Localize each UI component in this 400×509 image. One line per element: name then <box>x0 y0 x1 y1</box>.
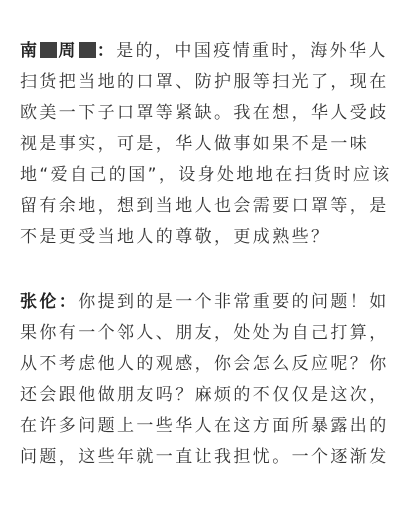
text-line: 在许多问题上一些华人在这方面所暴露出的 <box>20 416 389 436</box>
text-line: 不是更受当地人的尊敬，更成熟些？ <box>20 227 331 247</box>
article-body <box>20 36 392 473</box>
text-line <box>20 36 392 67</box>
speaker-name-part: 周 <box>58 41 78 61</box>
redaction-block <box>79 42 96 58</box>
paragraph-nan-zhou <box>20 36 392 253</box>
line-text: 是的，中国疫情重时，海外华人 <box>116 41 388 61</box>
speaker-name-part: 南 <box>20 41 40 61</box>
paragraph-zhang-lun <box>20 287 392 473</box>
text-line: 扫货把当地的口罩、防护服等扫光了，现在 <box>20 72 389 92</box>
text-line: 欧美一下子口罩等紧缺。我在想，华人受歧 <box>20 103 389 123</box>
text-line <box>20 287 392 318</box>
speaker-colon: ： <box>96 41 117 61</box>
text-line: 留有余地，想到当地人也会需要口罩等，是 <box>20 196 389 216</box>
text-line: 问题，这些年就一直让我担忧。一个逐渐发 <box>20 447 389 467</box>
text-line: 果你有一个邻人、朋友，处处为自己打算， <box>20 323 389 343</box>
speaker-name: 张伦： <box>20 292 79 312</box>
speaker-name <box>20 41 116 61</box>
text-line: 从不考虑他人的观感，你会怎么反应呢？你 <box>20 354 389 374</box>
text-line: 还会跟他做朋友吗？麻烦的不仅仅是这次， <box>20 385 389 405</box>
text-line: 视是事实，可是，华人做事如果不是一味 <box>20 134 370 154</box>
text-line: 地“爱自己的国”，设身处地地在扫货时应该 <box>20 165 392 185</box>
paragraph-spacer <box>20 253 392 287</box>
redaction-block <box>40 42 57 58</box>
line-text: 你提到的是一个非常重要的问题！如 <box>78 292 389 312</box>
